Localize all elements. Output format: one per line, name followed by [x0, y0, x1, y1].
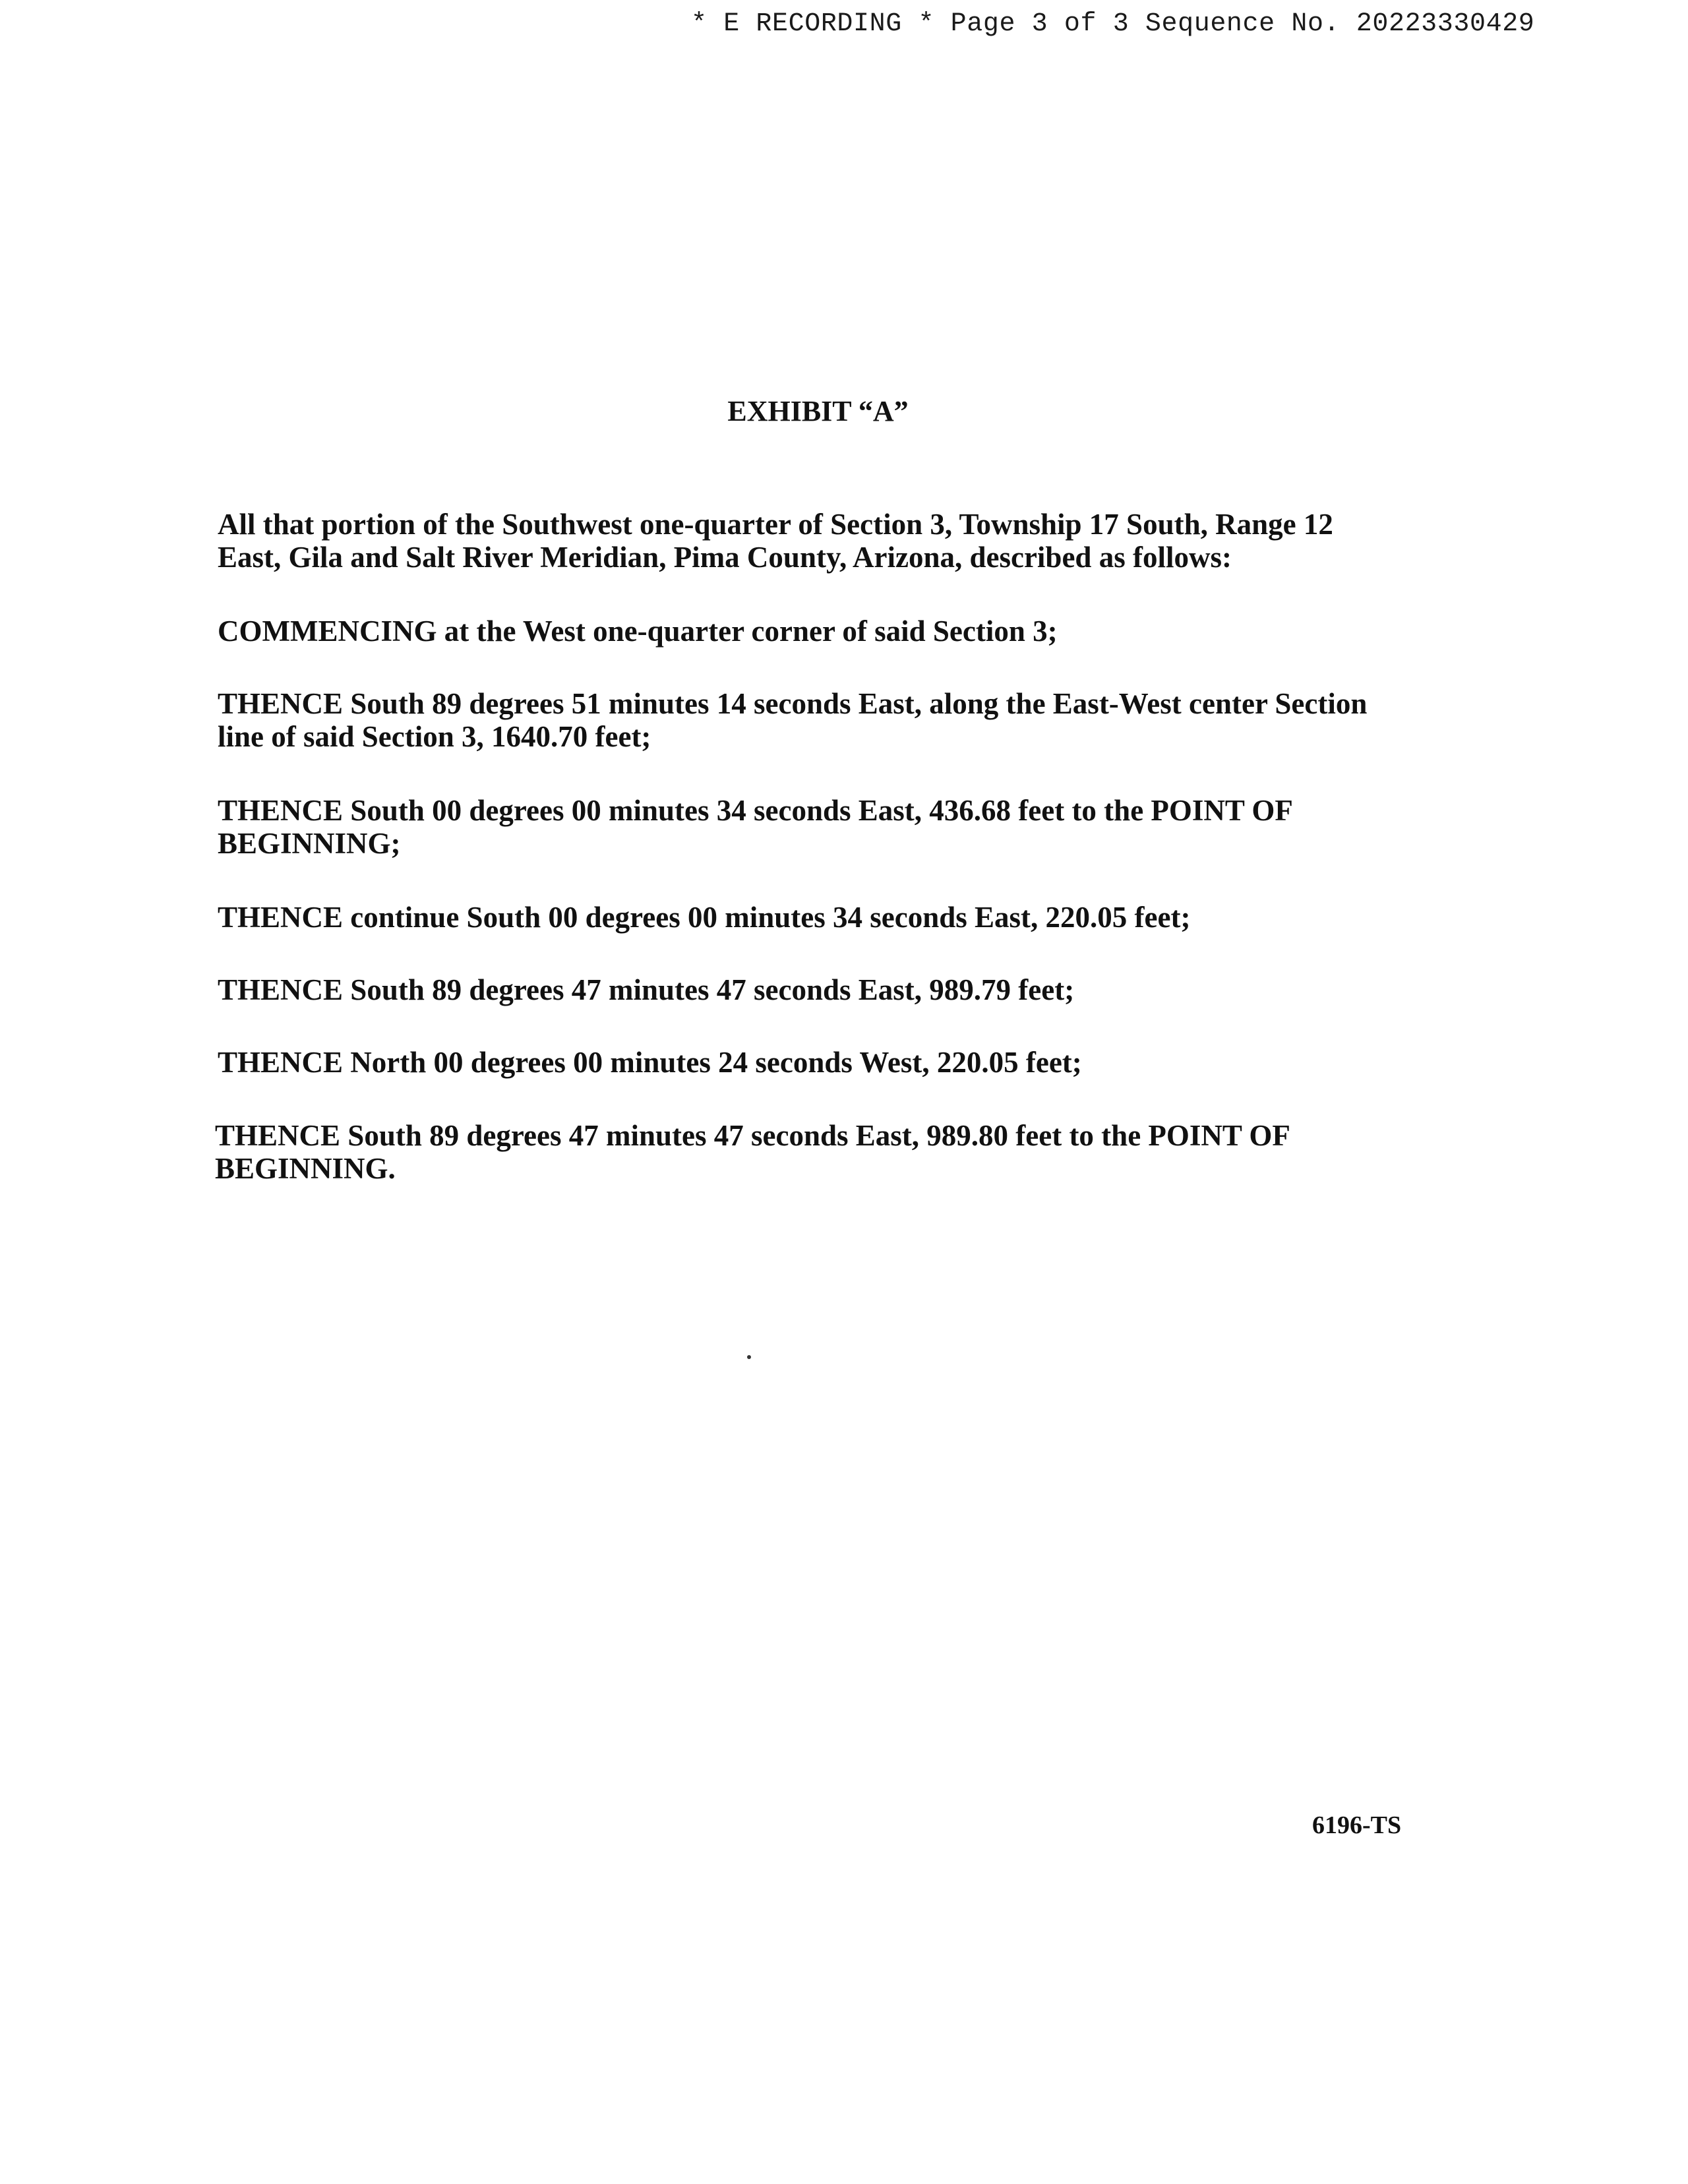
paragraph-line: THENCE South 89 degrees 47 minutes 47 seconds East, 989.79 feet; [218, 973, 1075, 1006]
course-paragraph-6 [215, 1119, 1468, 1185]
paragraph-line: BEGINNING; [218, 827, 401, 860]
recording-header: * E RECORDING * Page 3 of 3 Sequence No. 20223330429 [691, 9, 1535, 39]
document-code: 6196-TS [1312, 1811, 1402, 1839]
course-paragraph-3 [218, 901, 1470, 934]
course-paragraph-1 [218, 687, 1470, 753]
paragraph-line: THENCE South 00 degrees 00 minutes 34 seconds East, 436.68 feet to the POINT OF [218, 794, 1293, 827]
exhibit-title: EXHIBIT “A” [727, 395, 909, 427]
paragraph-line: COMMENCING at the West one-quarter corner of said Section 3; [218, 615, 1058, 648]
paragraph-line: THENCE North 00 degrees 00 minutes 24 seconds West, 220.05 feet; [218, 1046, 1082, 1079]
paragraph-line: East, Gila and Salt River Meridian, Pima County, Arizona, described as follows: [218, 541, 1232, 574]
paragraph-line: All that portion of the Southwest one-quarter of Section 3, Township 17 South, Range 12 [218, 508, 1333, 541]
paragraph-line: THENCE South 89 degrees 51 minutes 14 seconds East, along the East-West center Section [218, 687, 1368, 720]
legal-description-paragraph [218, 508, 1470, 574]
paragraph-line: line of said Section 3, 1640.70 feet; [218, 720, 651, 753]
stray-mark [747, 1355, 751, 1359]
paragraph-line: THENCE South 89 degrees 47 minutes 47 seconds East, 989.80 feet to the POINT OF [215, 1119, 1290, 1152]
course-paragraph-5 [218, 1046, 1470, 1079]
course-paragraph-2 [218, 794, 1470, 860]
course-paragraph-4 [218, 973, 1470, 1006]
commencing-paragraph [218, 615, 1470, 648]
paragraph-line: BEGINNING. [215, 1152, 396, 1185]
paragraph-line: THENCE continue South 00 degrees 00 minutes 34 seconds East, 220.05 feet; [218, 901, 1191, 934]
